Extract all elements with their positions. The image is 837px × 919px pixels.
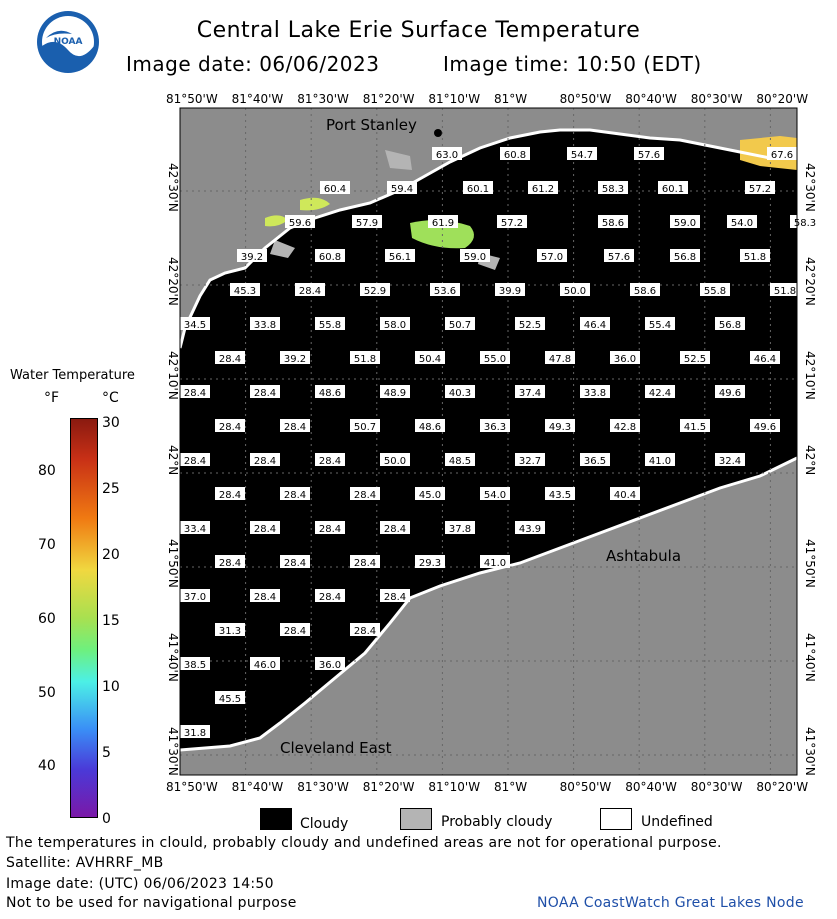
temperature-label bbox=[280, 555, 310, 569]
temperature-label bbox=[280, 419, 310, 433]
temperature-label bbox=[315, 657, 345, 671]
temperature-label bbox=[280, 487, 310, 501]
image-time: Image time: 10:50 (EDT) bbox=[443, 52, 702, 76]
fahrenheit-tick: 40 bbox=[38, 758, 56, 774]
svg-text:58.3: 58.3 bbox=[793, 218, 817, 229]
temperature-label bbox=[567, 147, 597, 161]
temperature-label bbox=[770, 283, 800, 297]
legend-unit-c: °C bbox=[102, 390, 119, 406]
svg-text:50.0: 50.0 bbox=[563, 286, 587, 297]
svg-text:28.4: 28.4 bbox=[318, 592, 342, 603]
svg-text:49.3: 49.3 bbox=[548, 422, 572, 433]
svg-text:55.0: 55.0 bbox=[483, 354, 507, 365]
svg-text:61.2: 61.2 bbox=[531, 184, 555, 195]
temperature-label bbox=[528, 181, 558, 195]
celsius-tick: 30 bbox=[102, 415, 120, 431]
svg-text:29.3: 29.3 bbox=[418, 558, 442, 569]
top-lon-label: 81°30'W bbox=[297, 92, 349, 106]
temperature-label bbox=[515, 317, 545, 331]
temperature-label bbox=[630, 283, 660, 297]
temperature-label bbox=[320, 181, 350, 195]
svg-text:48.5: 48.5 bbox=[448, 456, 472, 467]
label-ashtabula: Ashtabula bbox=[606, 547, 682, 565]
right-lat-label: 42°10'N bbox=[803, 351, 817, 400]
top-lon-label: 81°50'W bbox=[166, 92, 218, 106]
bottom-lon-label: 80°30'W bbox=[690, 780, 743, 794]
temperature-label bbox=[180, 521, 210, 535]
svg-text:33.4: 33.4 bbox=[183, 524, 207, 535]
svg-text:67.6: 67.6 bbox=[770, 150, 794, 161]
temperature-label bbox=[480, 555, 510, 569]
svg-text:46.4: 46.4 bbox=[583, 320, 607, 331]
left-lat-label: 41°50'N bbox=[166, 539, 180, 588]
legend-unit-f: °F bbox=[44, 390, 60, 406]
svg-text:42.4: 42.4 bbox=[648, 388, 672, 399]
bottom-lon-label: 81°W bbox=[494, 780, 528, 794]
svg-text:32.7: 32.7 bbox=[518, 456, 542, 467]
svg-text:51.8: 51.8 bbox=[743, 252, 767, 263]
svg-text:57.2: 57.2 bbox=[748, 184, 772, 195]
svg-text:60.8: 60.8 bbox=[503, 150, 527, 161]
svg-text:39.2: 39.2 bbox=[240, 252, 264, 263]
temperature-label bbox=[727, 215, 757, 229]
svg-text:41.5: 41.5 bbox=[683, 422, 707, 433]
temperature-label bbox=[680, 351, 710, 365]
temperature-label bbox=[380, 385, 410, 399]
temperature-label bbox=[545, 351, 575, 365]
temperature-label bbox=[250, 657, 280, 671]
temperature-label bbox=[380, 453, 410, 467]
top-lon-label: 81°20'W bbox=[362, 92, 415, 106]
svg-text:57.9: 57.9 bbox=[355, 218, 379, 229]
left-lat-label: 42°N bbox=[166, 445, 180, 476]
temperature-label bbox=[215, 487, 245, 501]
temperature-label bbox=[237, 249, 267, 263]
svg-text:56.8: 56.8 bbox=[673, 252, 697, 263]
temperature-label bbox=[445, 453, 475, 467]
left-lat-label: 41°30'N bbox=[166, 727, 180, 776]
svg-text:31.8: 31.8 bbox=[183, 728, 207, 739]
svg-text:60.1: 60.1 bbox=[466, 184, 490, 195]
temperature-label bbox=[495, 283, 525, 297]
temperature-label bbox=[645, 317, 675, 331]
bottom-lon-label: 80°40'W bbox=[625, 780, 677, 794]
svg-text:28.4: 28.4 bbox=[383, 524, 407, 535]
temperature-label bbox=[315, 249, 345, 263]
svg-text:53.6: 53.6 bbox=[433, 286, 457, 297]
svg-text:59.0: 59.0 bbox=[463, 252, 487, 263]
key-cloudy-label: Cloudy bbox=[300, 816, 349, 832]
svg-text:55.8: 55.8 bbox=[703, 286, 727, 297]
temperature-label bbox=[250, 521, 280, 535]
temperature-label bbox=[715, 317, 745, 331]
svg-text:28.4: 28.4 bbox=[318, 524, 342, 535]
svg-text:54.0: 54.0 bbox=[483, 490, 507, 501]
label-cleveland-east: Cleveland East bbox=[280, 739, 392, 757]
fahrenheit-tick: 70 bbox=[38, 537, 56, 553]
svg-text:37.4: 37.4 bbox=[518, 388, 542, 399]
temperature-label bbox=[515, 521, 545, 535]
svg-text:48.6: 48.6 bbox=[418, 422, 442, 433]
logo-text: NOAA bbox=[53, 37, 83, 47]
svg-text:28.4: 28.4 bbox=[283, 422, 307, 433]
right-lat-label: 42°30'N bbox=[803, 163, 817, 212]
svg-text:28.4: 28.4 bbox=[218, 354, 242, 365]
svg-text:50.4: 50.4 bbox=[418, 354, 442, 365]
svg-text:51.8: 51.8 bbox=[773, 286, 797, 297]
bottom-lon-label: 80°20'W bbox=[756, 780, 809, 794]
svg-text:28.4: 28.4 bbox=[183, 456, 207, 467]
temperature-label bbox=[610, 487, 640, 501]
left-lat-label: 41°40'N bbox=[166, 633, 180, 682]
temperature-label bbox=[634, 147, 664, 161]
temperature-label bbox=[580, 453, 610, 467]
temperature-label bbox=[215, 691, 245, 705]
svg-text:28.4: 28.4 bbox=[183, 388, 207, 399]
svg-text:58.6: 58.6 bbox=[601, 218, 625, 229]
svg-text:49.6: 49.6 bbox=[753, 422, 777, 433]
celsius-tick: 25 bbox=[102, 481, 120, 497]
svg-text:52.9: 52.9 bbox=[363, 286, 387, 297]
svg-text:28.4: 28.4 bbox=[353, 558, 377, 569]
svg-text:50.7: 50.7 bbox=[448, 320, 472, 331]
temperature-label bbox=[545, 419, 575, 433]
right-lat-label: 42°N bbox=[803, 445, 817, 476]
temperature-label bbox=[315, 385, 345, 399]
bottom-lon-label: 81°50'W bbox=[166, 780, 218, 794]
svg-text:28.4: 28.4 bbox=[353, 490, 377, 501]
page-title: Central Lake Erie Surface Temperature bbox=[196, 18, 641, 43]
fahrenheit-tick: 50 bbox=[38, 685, 56, 701]
left-lat-label: 42°30'N bbox=[166, 163, 180, 212]
svg-text:54.7: 54.7 bbox=[570, 150, 594, 161]
right-lat-label: 42°20'N bbox=[803, 257, 817, 306]
celsius-tick: 15 bbox=[102, 613, 120, 629]
footer-nav-warning: Not to be used for navigational purpose bbox=[6, 895, 297, 911]
svg-text:28.4: 28.4 bbox=[218, 558, 242, 569]
top-lon-label: 80°50'W bbox=[559, 92, 612, 106]
temperature-colorbar bbox=[70, 418, 98, 818]
temperature-label bbox=[215, 623, 245, 637]
svg-text:58.6: 58.6 bbox=[633, 286, 657, 297]
temperature-label bbox=[610, 351, 640, 365]
temperature-label bbox=[750, 419, 780, 433]
svg-text:61.9: 61.9 bbox=[431, 218, 455, 229]
svg-text:28.4: 28.4 bbox=[253, 524, 277, 535]
temperature-label bbox=[445, 317, 475, 331]
temperature-label bbox=[180, 725, 210, 739]
svg-text:45.0: 45.0 bbox=[418, 490, 442, 501]
port-stanley-marker bbox=[434, 129, 442, 137]
temperature-label bbox=[385, 249, 415, 263]
temperature-label bbox=[645, 453, 675, 467]
svg-text:50.0: 50.0 bbox=[383, 456, 407, 467]
svg-text:37.8: 37.8 bbox=[448, 524, 472, 535]
temperature-label bbox=[604, 249, 634, 263]
temperature-label bbox=[180, 589, 210, 603]
temperature-label bbox=[480, 351, 510, 365]
svg-text:47.8: 47.8 bbox=[548, 354, 572, 365]
svg-text:48.9: 48.9 bbox=[383, 388, 407, 399]
label-port-stanley: Port Stanley bbox=[326, 116, 417, 134]
temperature-label bbox=[415, 419, 445, 433]
temperature-label bbox=[598, 181, 628, 195]
temperature-label bbox=[295, 283, 325, 297]
legend-title: Water Temperature bbox=[10, 368, 135, 383]
svg-text:36.3: 36.3 bbox=[483, 422, 507, 433]
svg-text:36.0: 36.0 bbox=[318, 660, 342, 671]
footer-note: The temperatures in clould, probably cloudy and undefined areas are not for operational purpose. bbox=[6, 835, 722, 851]
svg-text:42.8: 42.8 bbox=[613, 422, 637, 433]
svg-text:52.5: 52.5 bbox=[518, 320, 542, 331]
temperature-label bbox=[715, 453, 745, 467]
svg-text:55.8: 55.8 bbox=[318, 320, 342, 331]
temperature-label bbox=[680, 419, 710, 433]
temperature-label bbox=[380, 317, 410, 331]
temperature-label bbox=[387, 181, 417, 195]
bottom-lon-label: 81°10'W bbox=[428, 780, 481, 794]
temperature-label bbox=[215, 351, 245, 365]
celsius-tick: 5 bbox=[102, 745, 111, 761]
temperature-label bbox=[497, 215, 527, 229]
svg-text:28.4: 28.4 bbox=[283, 626, 307, 637]
svg-text:28.4: 28.4 bbox=[353, 626, 377, 637]
top-lon-label: 81°10'W bbox=[428, 92, 481, 106]
svg-text:37.0: 37.0 bbox=[183, 592, 207, 603]
temperature-label bbox=[315, 317, 345, 331]
temperature-label bbox=[598, 215, 628, 229]
footer-satellite: Satellite: AVHRRF_MB bbox=[6, 855, 164, 871]
temperature-label bbox=[430, 283, 460, 297]
temperature-label bbox=[360, 283, 390, 297]
svg-text:28.4: 28.4 bbox=[283, 558, 307, 569]
temperature-label bbox=[180, 317, 210, 331]
svg-text:63.0: 63.0 bbox=[435, 150, 459, 161]
bottom-lon-label: 81°30'W bbox=[297, 780, 349, 794]
bottom-lon-label: 81°20'W bbox=[362, 780, 415, 794]
svg-text:39.9: 39.9 bbox=[498, 286, 522, 297]
svg-text:40.3: 40.3 bbox=[448, 388, 472, 399]
svg-text:28.4: 28.4 bbox=[253, 388, 277, 399]
temperature-label bbox=[545, 487, 575, 501]
svg-text:28.4: 28.4 bbox=[253, 456, 277, 467]
temperature-label bbox=[415, 487, 445, 501]
temperature-label bbox=[610, 419, 640, 433]
temperature-label bbox=[537, 249, 567, 263]
temperature-label bbox=[428, 215, 458, 229]
temperature-label bbox=[670, 215, 700, 229]
svg-text:60.4: 60.4 bbox=[323, 184, 347, 195]
svg-text:59.6: 59.6 bbox=[288, 218, 312, 229]
svg-text:59.4: 59.4 bbox=[390, 184, 414, 195]
temperature-label bbox=[315, 589, 345, 603]
temperature-label bbox=[515, 453, 545, 467]
footer-utc-date: Image date: (UTC) 06/06/2023 14:50 bbox=[6, 876, 274, 892]
temperature-label bbox=[750, 351, 780, 365]
svg-text:28.4: 28.4 bbox=[218, 490, 242, 501]
temperature-label bbox=[715, 385, 745, 399]
svg-text:43.9: 43.9 bbox=[518, 524, 542, 535]
temperature-label bbox=[670, 249, 700, 263]
key-probably-cloudy-label: Probably cloudy bbox=[441, 814, 553, 830]
key-probably-cloudy-swatch bbox=[400, 808, 432, 830]
temperature-label bbox=[580, 317, 610, 331]
temperature-label bbox=[560, 283, 590, 297]
temperature-label bbox=[767, 147, 797, 161]
celsius-tick: 0 bbox=[102, 811, 111, 827]
temperature-label bbox=[645, 385, 675, 399]
svg-text:57.2: 57.2 bbox=[500, 218, 524, 229]
top-lon-label: 81°W bbox=[494, 92, 528, 106]
svg-text:52.5: 52.5 bbox=[683, 354, 707, 365]
left-lat-label: 42°20'N bbox=[166, 257, 180, 306]
svg-text:36.5: 36.5 bbox=[583, 456, 607, 467]
temperature-label bbox=[445, 385, 475, 399]
temperature-label bbox=[740, 249, 770, 263]
temperature-label bbox=[700, 283, 730, 297]
svg-text:39.2: 39.2 bbox=[283, 354, 307, 365]
temperature-label bbox=[285, 215, 315, 229]
celsius-tick: 10 bbox=[102, 679, 120, 695]
svg-text:34.5: 34.5 bbox=[183, 320, 207, 331]
svg-text:57.6: 57.6 bbox=[607, 252, 631, 263]
svg-text:33.8: 33.8 bbox=[583, 388, 607, 399]
svg-text:41.0: 41.0 bbox=[648, 456, 672, 467]
svg-text:59.0: 59.0 bbox=[673, 218, 697, 229]
key-cloudy-swatch bbox=[260, 808, 292, 830]
temperature-label bbox=[180, 385, 210, 399]
temperature-label bbox=[315, 453, 345, 467]
temperature-label bbox=[515, 385, 545, 399]
svg-text:28.4: 28.4 bbox=[298, 286, 322, 297]
temperature-label bbox=[350, 351, 380, 365]
svg-text:60.1: 60.1 bbox=[661, 184, 685, 195]
svg-text:55.4: 55.4 bbox=[648, 320, 672, 331]
svg-text:38.5: 38.5 bbox=[183, 660, 207, 671]
svg-text:60.8: 60.8 bbox=[318, 252, 342, 263]
temperature-label bbox=[350, 555, 380, 569]
temperature-label bbox=[180, 453, 210, 467]
svg-text:32.4: 32.4 bbox=[718, 456, 742, 467]
temperature-label bbox=[250, 317, 280, 331]
bottom-lon-label: 80°50'W bbox=[559, 780, 612, 794]
temperature-label bbox=[280, 623, 310, 637]
svg-text:48.6: 48.6 bbox=[318, 388, 342, 399]
svg-text:56.1: 56.1 bbox=[388, 252, 412, 263]
left-lat-label: 42°10'N bbox=[166, 351, 180, 400]
temperature-label bbox=[790, 215, 820, 229]
temperature-label bbox=[230, 283, 260, 297]
temperature-label bbox=[658, 181, 688, 195]
temperature-label bbox=[250, 589, 280, 603]
svg-text:40.4: 40.4 bbox=[613, 490, 637, 501]
svg-text:58.0: 58.0 bbox=[383, 320, 407, 331]
footer-credit: NOAA CoastWatch Great Lakes Node bbox=[537, 895, 804, 911]
temperature-label bbox=[463, 181, 493, 195]
svg-text:28.4: 28.4 bbox=[218, 422, 242, 433]
temperature-label bbox=[380, 521, 410, 535]
temperature-label bbox=[415, 351, 445, 365]
svg-text:28.4: 28.4 bbox=[383, 592, 407, 603]
temperature-label bbox=[432, 147, 462, 161]
svg-text:46.0: 46.0 bbox=[253, 660, 277, 671]
temperature-label bbox=[250, 453, 280, 467]
svg-text:49.6: 49.6 bbox=[718, 388, 742, 399]
svg-text:57.0: 57.0 bbox=[540, 252, 564, 263]
temperature-label bbox=[415, 555, 445, 569]
fahrenheit-tick: 80 bbox=[38, 463, 56, 479]
svg-text:46.4: 46.4 bbox=[753, 354, 777, 365]
temperature-label bbox=[315, 521, 345, 535]
image-date: Image date: 06/06/2023 bbox=[126, 52, 380, 76]
bottom-lon-label: 81°40'W bbox=[231, 780, 284, 794]
temperature-label bbox=[460, 249, 490, 263]
svg-text:45.3: 45.3 bbox=[233, 286, 257, 297]
svg-text:45.5: 45.5 bbox=[218, 694, 242, 705]
right-lat-label: 41°40'N bbox=[803, 633, 817, 682]
fahrenheit-tick: 60 bbox=[38, 611, 56, 627]
svg-text:31.3: 31.3 bbox=[218, 626, 242, 637]
svg-text:28.4: 28.4 bbox=[283, 490, 307, 501]
temperature-label bbox=[352, 215, 382, 229]
temperature-label bbox=[745, 181, 775, 195]
key-undefined-swatch bbox=[600, 808, 632, 830]
top-lon-label: 80°40'W bbox=[625, 92, 677, 106]
svg-text:58.3: 58.3 bbox=[601, 184, 625, 195]
svg-text:28.4: 28.4 bbox=[318, 456, 342, 467]
svg-text:43.5: 43.5 bbox=[548, 490, 572, 501]
temperature-label bbox=[500, 147, 530, 161]
svg-text:56.8: 56.8 bbox=[718, 320, 742, 331]
top-lon-label: 81°40'W bbox=[231, 92, 284, 106]
svg-text:50.7: 50.7 bbox=[353, 422, 377, 433]
temperature-label bbox=[215, 555, 245, 569]
svg-text:54.0: 54.0 bbox=[730, 218, 754, 229]
right-lat-label: 41°30'N bbox=[803, 727, 817, 776]
temperature-label bbox=[350, 623, 380, 637]
temperature-label bbox=[480, 487, 510, 501]
temperature-label bbox=[480, 419, 510, 433]
svg-text:33.8: 33.8 bbox=[253, 320, 277, 331]
key-undefined-label: Undefined bbox=[641, 814, 713, 830]
temperature-label bbox=[580, 385, 610, 399]
svg-text:28.4: 28.4 bbox=[253, 592, 277, 603]
temperature-label bbox=[180, 657, 210, 671]
top-lon-label: 80°30'W bbox=[690, 92, 743, 106]
temperature-label bbox=[350, 487, 380, 501]
svg-text:36.0: 36.0 bbox=[613, 354, 637, 365]
celsius-tick: 20 bbox=[102, 547, 120, 563]
svg-text:51.8: 51.8 bbox=[353, 354, 377, 365]
svg-text:57.6: 57.6 bbox=[637, 150, 661, 161]
temperature-label bbox=[350, 419, 380, 433]
top-lon-label: 80°20'W bbox=[756, 92, 809, 106]
temperature-label bbox=[445, 521, 475, 535]
temperature-label bbox=[380, 589, 410, 603]
temperature-label bbox=[215, 419, 245, 433]
svg-text:41.0: 41.0 bbox=[483, 558, 507, 569]
temperature-label bbox=[280, 351, 310, 365]
right-lat-label: 41°50'N bbox=[803, 539, 817, 588]
temperature-label bbox=[250, 385, 280, 399]
